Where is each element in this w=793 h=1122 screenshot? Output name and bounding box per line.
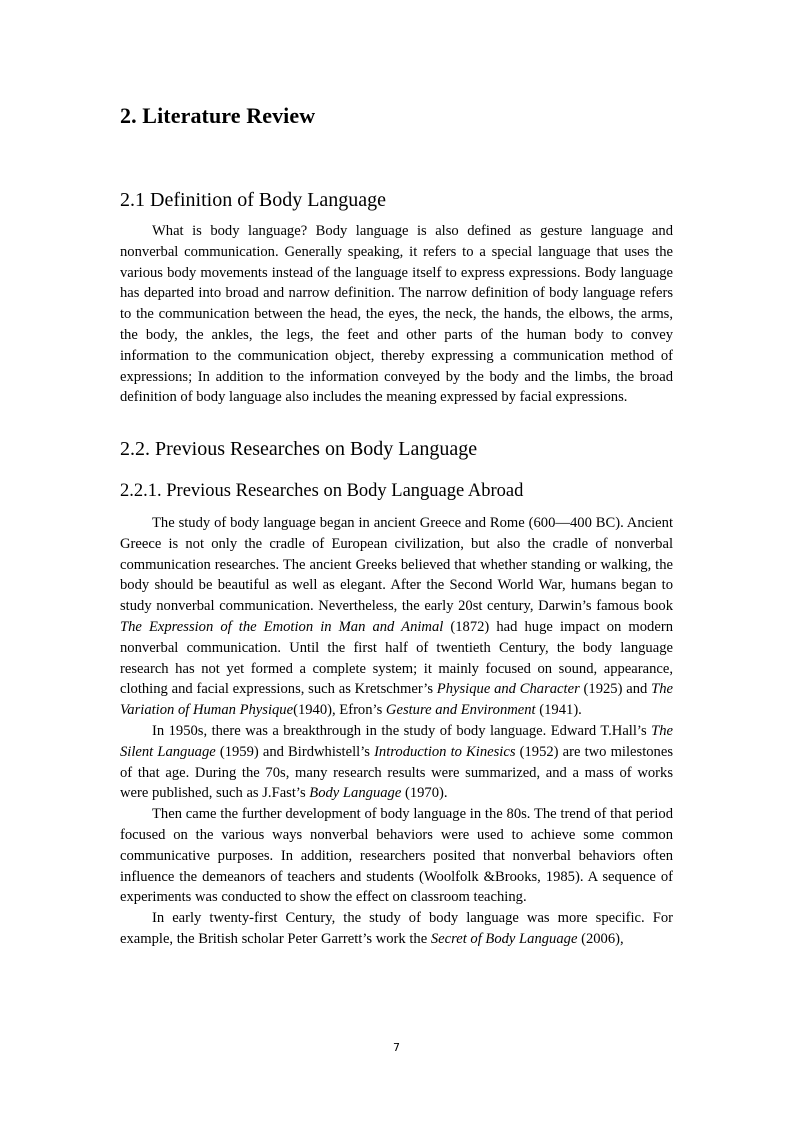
definition-body [120, 221, 673, 408]
abroad-body [120, 513, 673, 950]
text-run: The study of body language began in ancient Greece and Rome (600—400 BC). Ancient Greece is not only the cradle of European civilization, but also the cradle of nonverbal communication researches. The ancient Greeks believed that whether standing or walking, the body should be beautiful as well as elegant. After the Second World War, humans began to study nonverbal communication. Nevertheless, the early 20st century, Darwin’s famous book [120, 515, 673, 615]
book-title: Physique and Character [436, 681, 580, 698]
definition-paragraph: What is body language? Body language is also defined as gesture language and nonverbal communication. Generally speaking, it refers to a special language that uses the various body movements instead of the language itself to express expressions. Body language has departed into broad and narrow definition. The narrow definition of body language refers to the communication between the head, the eyes, the neck, the hands, the elbows, the arms, the body, the ankles, the legs, the feet and other parts of the human body to convey information to the communication object, thereby expressing a communication method of expressions; In addition to the information conveyed by the body and the limbs, the broad definition of body language also includes the meaning expressed by facial expressions. [120, 223, 673, 406]
text-run: (1941). [535, 702, 582, 719]
page-number: 7 [393, 1041, 400, 1054]
text-run: (1970). [401, 785, 448, 802]
text-run: In early twenty-first Century, the study of body language was more specific. For example, the British scholar Peter Garrett’s work the [120, 910, 673, 947]
text-run: (2006), [577, 930, 624, 947]
text-run: (1959) and Birdwhistell’s [215, 743, 375, 760]
text-run: (1940), Efron’s [293, 702, 386, 719]
section-heading-previous-researches: 2.2. Previous Researches on Body Language [120, 438, 478, 460]
book-title: Secret of Body Language [430, 930, 578, 947]
book-title: Gesture and Environment [385, 702, 536, 719]
paragraph-history [120, 513, 673, 721]
book-title: Body Language [309, 785, 402, 802]
subsection-heading-abroad: 2.2.1. Previous Researches on Body Language Abroad [120, 481, 524, 501]
text-run: (1872) had huge impact on modern nonverbal communication. Until the first half of twentieth Century, the body language research has not yet formed a complete system; it mainly focused on sound, appearance, clothing and facial expressions, such as Kretschmer’s [120, 618, 673, 698]
chapter-title: 2. Literature Review [120, 103, 316, 128]
section-heading-definition: 2.1 Definition of Body Language [120, 189, 387, 211]
book-title: Introduction to Kinesics [374, 743, 516, 760]
paragraph-1980s: Then came the further development of body language in the 80s. The trend of that period focused on the various ways nonverbal behaviors were used to achieve some common communicative purposes. In addition, researchers posited that nonverbal behaviors often influence the demeanors of teachers and students (Woolfolk &Brooks, 1985). A sequence of experiments was conducted to show the effect on classroom teaching. [120, 806, 673, 906]
book-title: The Expression of the Emotion in Man and Animal [120, 618, 444, 635]
text-run: (1925) and [579, 681, 652, 698]
book-title: The Variation of Human Physique [120, 681, 673, 719]
paragraph-21st-century [120, 908, 673, 950]
text-run: In 1950s, there was a breakthrough in the study of body language. Edward T.Hall’s [152, 722, 652, 739]
text-run: (1952) are two milestones of that age. During the 70s, many research results were summarized, and a mass of works were published, such as J.Fast’s [120, 743, 673, 802]
book-title: The Silent Language [120, 722, 673, 760]
paragraph-1950s [120, 721, 673, 804]
